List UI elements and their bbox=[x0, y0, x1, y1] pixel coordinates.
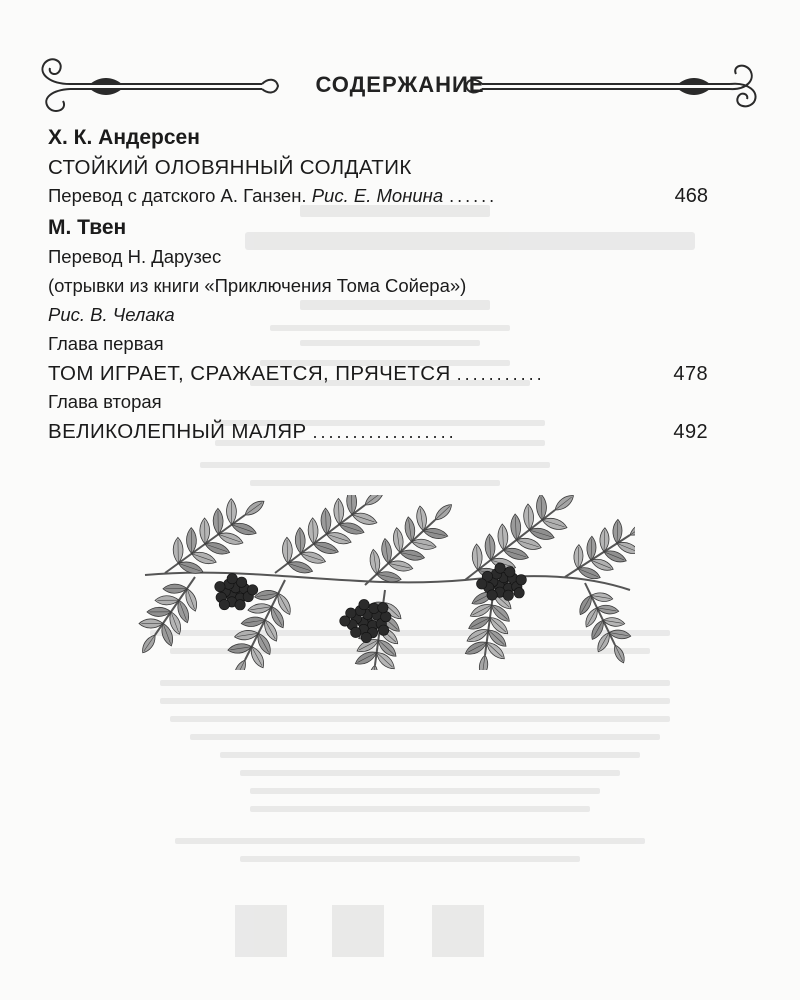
page-number: 468 bbox=[674, 185, 708, 207]
page-number: 478 bbox=[673, 363, 708, 385]
contents-header bbox=[30, 52, 770, 122]
chapter-title: ТОМ ИГРАЕТ, СРАЖАЕТСЯ, ПРЯЧЕТСЯ bbox=[48, 362, 451, 385]
chapter-label: Глава вторая bbox=[48, 391, 162, 412]
translation-credit: Перевод с датского А. Ганзен. bbox=[48, 185, 307, 206]
page-title: СОДЕРЖАНИЕ bbox=[315, 72, 485, 97]
toc-entry-chapter-2[interactable] bbox=[48, 420, 708, 449]
leader-dots: ...... bbox=[449, 186, 498, 206]
chapter-label: Глава первая bbox=[48, 333, 164, 354]
table-of-contents bbox=[48, 126, 708, 449]
toc-entry-soldier[interactable] bbox=[48, 185, 708, 214]
toc-entry-chapter-1[interactable] bbox=[48, 362, 708, 391]
page-number: 492 bbox=[673, 421, 708, 443]
rowan-branch-icon bbox=[135, 495, 635, 670]
story-title-soldier: СТОЙКИЙ ОЛОВЯННЫЙ СОЛДАТИК bbox=[48, 156, 412, 179]
translation-credit: Перевод Н. Дарузес bbox=[48, 246, 222, 267]
chapter-title: ВЕЛИКОЛЕПНЫЙ МАЛЯР bbox=[48, 420, 307, 443]
author-andersen: Х. К. Андерсен bbox=[48, 126, 200, 149]
illustrator-credit: Рис. Е. Монина bbox=[311, 185, 444, 206]
author-twain: М. Твен bbox=[48, 216, 127, 239]
illustrator-credit: Рис. В. Челака bbox=[48, 304, 175, 325]
leader-dots: .................. bbox=[312, 422, 457, 442]
leader-dots: ........... bbox=[456, 364, 545, 384]
source-note: (отрывки из книги «Приключения Тома Сойера») bbox=[48, 275, 467, 296]
